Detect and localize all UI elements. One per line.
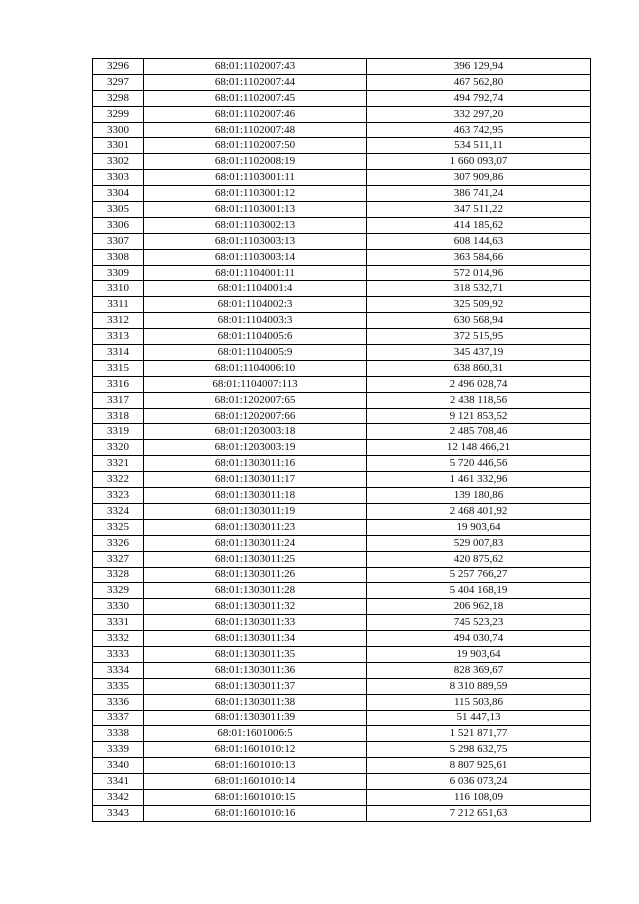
table-row: [93, 233, 591, 249]
value-cell: 5 298 632,75: [367, 742, 591, 758]
cadastral-number-cell: 68:01:1303011:39: [144, 710, 367, 726]
table-row: [93, 122, 591, 138]
table-row: [93, 694, 591, 710]
row-number-cell: 3326: [93, 535, 144, 551]
row-number-cell: 3308: [93, 249, 144, 265]
row-number-cell: 3304: [93, 186, 144, 202]
value-cell: 2 468 401,92: [367, 503, 591, 519]
value-cell: 638 860,31: [367, 360, 591, 376]
value-cell: 332 297,20: [367, 106, 591, 122]
row-number-cell: 3338: [93, 726, 144, 742]
cadastral-number-cell: 68:01:1303011:19: [144, 503, 367, 519]
cadastral-number-cell: 68:01:1104001:11: [144, 265, 367, 281]
table-row: [93, 376, 591, 392]
row-number-cell: 3323: [93, 488, 144, 504]
value-cell: 7 212 651,63: [367, 805, 591, 821]
table-row: [93, 329, 591, 345]
row-number-cell: 3337: [93, 710, 144, 726]
value-cell: 467 562,80: [367, 74, 591, 90]
value-cell: 414 185,62: [367, 217, 591, 233]
table-row: [93, 678, 591, 694]
row-number-cell: 3321: [93, 456, 144, 472]
table-row: [93, 742, 591, 758]
table-row: [93, 90, 591, 106]
cadastral-number-cell: 68:01:1104006:10: [144, 360, 367, 376]
cadastral-number-cell: 68:01:1102007:48: [144, 122, 367, 138]
table-row: [93, 551, 591, 567]
value-cell: 5 257 766,27: [367, 567, 591, 583]
cadastral-number-cell: 68:01:1102007:44: [144, 74, 367, 90]
row-number-cell: 3342: [93, 789, 144, 805]
row-number-cell: 3335: [93, 678, 144, 694]
value-cell: 386 741,24: [367, 186, 591, 202]
row-number-cell: 3322: [93, 472, 144, 488]
row-number-cell: 3302: [93, 154, 144, 170]
value-cell: 372 515,95: [367, 329, 591, 345]
table-row: [93, 488, 591, 504]
table-row: [93, 631, 591, 647]
table-row: [93, 646, 591, 662]
cadastral-number-cell: 68:01:1303011:38: [144, 694, 367, 710]
value-cell: 420 875,62: [367, 551, 591, 567]
cadastral-number-cell: 68:01:1303011:33: [144, 615, 367, 631]
value-cell: 2 496 028,74: [367, 376, 591, 392]
table-row: [93, 599, 591, 615]
row-number-cell: 3339: [93, 742, 144, 758]
table-row: [93, 535, 591, 551]
row-number-cell: 3311: [93, 297, 144, 313]
row-number-cell: 3318: [93, 408, 144, 424]
table-row: [93, 424, 591, 440]
value-cell: 2 438 118,56: [367, 392, 591, 408]
value-cell: 572 014,96: [367, 265, 591, 281]
cadastral-number-cell: 68:01:1102008:19: [144, 154, 367, 170]
table-row: [93, 360, 591, 376]
row-number-cell: 3328: [93, 567, 144, 583]
value-cell: 318 532,71: [367, 281, 591, 297]
row-number-cell: 3320: [93, 440, 144, 456]
value-cell: 325 509,92: [367, 297, 591, 313]
table-row: [93, 503, 591, 519]
cadastral-number-cell: 68:01:1103002:13: [144, 217, 367, 233]
value-cell: 8 807 925,61: [367, 758, 591, 774]
value-cell: 463 742,95: [367, 122, 591, 138]
row-number-cell: 3319: [93, 424, 144, 440]
value-cell: 8 310 889,59: [367, 678, 591, 694]
cadastral-number-cell: 68:01:1601010:15: [144, 789, 367, 805]
cadastral-number-cell: 68:01:1104007:113: [144, 376, 367, 392]
cadastral-number-cell: 68:01:1601010:16: [144, 805, 367, 821]
cadastral-number-cell: 68:01:1601010:14: [144, 774, 367, 790]
value-cell: 5 404 168,19: [367, 583, 591, 599]
row-number-cell: 3334: [93, 662, 144, 678]
row-number-cell: 3316: [93, 376, 144, 392]
table-row: [93, 59, 591, 75]
row-number-cell: 3313: [93, 329, 144, 345]
value-cell: 139 180,86: [367, 488, 591, 504]
table-row: [93, 202, 591, 218]
cadastral-number-cell: 68:01:1104003:3: [144, 313, 367, 329]
row-number-cell: 3331: [93, 615, 144, 631]
cadastral-number-cell: 68:01:1303011:24: [144, 535, 367, 551]
value-cell: 1 521 871,77: [367, 726, 591, 742]
table-row: [93, 440, 591, 456]
cadastral-number-cell: 68:01:1601010:13: [144, 758, 367, 774]
row-number-cell: 3329: [93, 583, 144, 599]
table-body: [93, 59, 591, 822]
row-number-cell: 3317: [93, 392, 144, 408]
cadastral-number-cell: 68:01:1203003:18: [144, 424, 367, 440]
table-row: [93, 106, 591, 122]
cadastral-number-cell: 68:01:1303011:35: [144, 646, 367, 662]
table-row: [93, 345, 591, 361]
row-number-cell: 3298: [93, 90, 144, 106]
cadastral-number-cell: 68:01:1303011:25: [144, 551, 367, 567]
table-row: [93, 154, 591, 170]
cadastral-value-table: [92, 58, 591, 822]
row-number-cell: 3303: [93, 170, 144, 186]
row-number-cell: 3301: [93, 138, 144, 154]
value-cell: 1 461 332,96: [367, 472, 591, 488]
cadastral-number-cell: 68:01:1103003:13: [144, 233, 367, 249]
row-number-cell: 3307: [93, 233, 144, 249]
row-number-cell: 3314: [93, 345, 144, 361]
cadastral-number-cell: 68:01:1601006:5: [144, 726, 367, 742]
table-row: [93, 138, 591, 154]
row-number-cell: 3325: [93, 519, 144, 535]
row-number-cell: 3336: [93, 694, 144, 710]
table-row: [93, 774, 591, 790]
value-cell: 529 007,83: [367, 535, 591, 551]
table-row: [93, 805, 591, 821]
row-number-cell: 3315: [93, 360, 144, 376]
cadastral-number-cell: 68:01:1601010:12: [144, 742, 367, 758]
value-cell: 307 909,86: [367, 170, 591, 186]
row-number-cell: 3297: [93, 74, 144, 90]
table-row: [93, 74, 591, 90]
cadastral-number-cell: 68:01:1102007:46: [144, 106, 367, 122]
cadastral-number-cell: 68:01:1303011:16: [144, 456, 367, 472]
value-cell: 494 792,74: [367, 90, 591, 106]
cadastral-number-cell: 68:01:1104005:6: [144, 329, 367, 345]
table-row: [93, 217, 591, 233]
cadastral-number-cell: 68:01:1303011:17: [144, 472, 367, 488]
cadastral-number-cell: 68:01:1102007:45: [144, 90, 367, 106]
value-cell: 345 437,19: [367, 345, 591, 361]
cadastral-number-cell: 68:01:1103001:13: [144, 202, 367, 218]
cadastral-number-cell: 68:01:1303011:23: [144, 519, 367, 535]
row-number-cell: 3312: [93, 313, 144, 329]
cadastral-number-cell: 68:01:1303011:34: [144, 631, 367, 647]
row-number-cell: 3299: [93, 106, 144, 122]
cadastral-number-cell: 68:01:1102007:43: [144, 59, 367, 75]
cadastral-number-cell: 68:01:1102007:50: [144, 138, 367, 154]
cadastral-number-cell: 68:01:1303011:37: [144, 678, 367, 694]
value-cell: 745 523,23: [367, 615, 591, 631]
cadastral-number-cell: 68:01:1202007:66: [144, 408, 367, 424]
table-row: [93, 615, 591, 631]
row-number-cell: 3324: [93, 503, 144, 519]
table-row: [93, 186, 591, 202]
row-number-cell: 3310: [93, 281, 144, 297]
value-cell: 115 503,86: [367, 694, 591, 710]
row-number-cell: 3309: [93, 265, 144, 281]
value-cell: 2 485 708,46: [367, 424, 591, 440]
value-cell: 1 660 093,07: [367, 154, 591, 170]
value-cell: 534 511,11: [367, 138, 591, 154]
table-row: [93, 313, 591, 329]
value-cell: 19 903,64: [367, 646, 591, 662]
value-cell: 12 148 466,21: [367, 440, 591, 456]
table-row: [93, 726, 591, 742]
value-cell: 630 568,94: [367, 313, 591, 329]
value-cell: 363 584,66: [367, 249, 591, 265]
cadastral-number-cell: 68:01:1303011:36: [144, 662, 367, 678]
cadastral-number-cell: 68:01:1202007:65: [144, 392, 367, 408]
table-row: [93, 170, 591, 186]
cadastral-number-cell: 68:01:1103003:14: [144, 249, 367, 265]
table-row: [93, 265, 591, 281]
value-cell: 9 121 853,52: [367, 408, 591, 424]
value-cell: 19 903,64: [367, 519, 591, 535]
cadastral-number-cell: 68:01:1303011:18: [144, 488, 367, 504]
row-number-cell: 3341: [93, 774, 144, 790]
row-number-cell: 3305: [93, 202, 144, 218]
table-row: [93, 710, 591, 726]
table-row: [93, 789, 591, 805]
value-cell: 206 962,18: [367, 599, 591, 615]
row-number-cell: 3296: [93, 59, 144, 75]
row-number-cell: 3343: [93, 805, 144, 821]
cadastral-number-cell: 68:01:1104001:4: [144, 281, 367, 297]
row-number-cell: 3300: [93, 122, 144, 138]
row-number-cell: 3330: [93, 599, 144, 615]
row-number-cell: 3327: [93, 551, 144, 567]
table-row: [93, 456, 591, 472]
value-cell: 828 369,67: [367, 662, 591, 678]
table-row: [93, 567, 591, 583]
table-row: [93, 281, 591, 297]
row-number-cell: 3340: [93, 758, 144, 774]
value-cell: 347 511,22: [367, 202, 591, 218]
cadastral-number-cell: 68:01:1104005:9: [144, 345, 367, 361]
cadastral-number-cell: 68:01:1303011:32: [144, 599, 367, 615]
cadastral-number-cell: 68:01:1103001:12: [144, 186, 367, 202]
value-cell: 608 144,63: [367, 233, 591, 249]
value-cell: 116 108,09: [367, 789, 591, 805]
cadastral-number-cell: 68:01:1303011:28: [144, 583, 367, 599]
value-cell: 6 036 073,24: [367, 774, 591, 790]
table-row: [93, 662, 591, 678]
table-row: [93, 297, 591, 313]
table-row: [93, 583, 591, 599]
cadastral-number-cell: 68:01:1103001:11: [144, 170, 367, 186]
value-cell: 51 447,13: [367, 710, 591, 726]
row-number-cell: 3332: [93, 631, 144, 647]
table-row: [93, 392, 591, 408]
table-row: [93, 519, 591, 535]
row-number-cell: 3333: [93, 646, 144, 662]
row-number-cell: 3306: [93, 217, 144, 233]
value-cell: 396 129,94: [367, 59, 591, 75]
table-row: [93, 472, 591, 488]
table-row: [93, 758, 591, 774]
cadastral-number-cell: 68:01:1104002:3: [144, 297, 367, 313]
cadastral-number-cell: 68:01:1303011:26: [144, 567, 367, 583]
cadastral-number-cell: 68:01:1203003:19: [144, 440, 367, 456]
table-row: [93, 249, 591, 265]
value-cell: 494 030,74: [367, 631, 591, 647]
table-row: [93, 408, 591, 424]
value-cell: 5 720 446,56: [367, 456, 591, 472]
